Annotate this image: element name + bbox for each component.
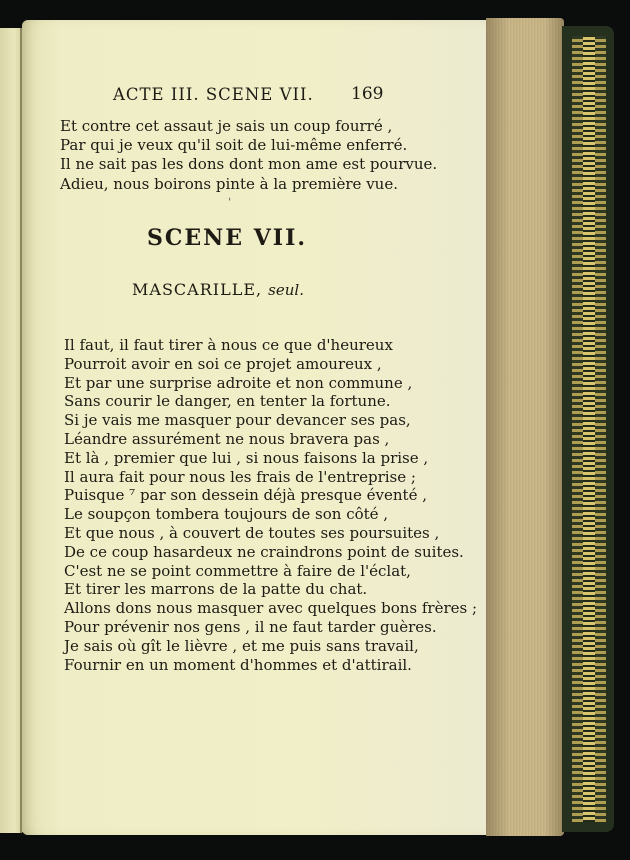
- verse-line: Et là , premier que lui , si nous faisons la prise ,: [64, 448, 429, 467]
- verse-line: Allons dons nous masquer avec quelques bons frères ;: [64, 599, 478, 618]
- verse-line: Par qui je veux qu'il soit de lui-même enferré.: [60, 136, 408, 155]
- page-edges-shade: [486, 18, 564, 836]
- gilt-border: [583, 36, 595, 822]
- verse-line: Et tirer les marrons de la patte du chat.: [64, 580, 368, 599]
- verse-line: Et contre cet assaut je sais un coup fourré ,: [60, 117, 393, 135]
- verse-line: Je sais où gît le lièvre , et me puis sans travail,: [64, 636, 419, 655]
- running-head: ACTE III. SCENE VII.: [113, 85, 314, 104]
- verse-line: Léandre assurément ne nous bravera pas ,: [64, 430, 390, 448]
- verse-line: Pourroit avoir en soi ce projet amoureux ,: [64, 354, 382, 373]
- verse-line: Pour prévenir nos gens , il ne faut tarder guères.: [64, 618, 437, 636]
- verse-line: Il aura fait pour nous les frais de l'entreprise ;: [64, 467, 416, 486]
- verse-line: Il ne sait pas les dons dont mon ame est pourvue.: [60, 155, 438, 174]
- verse-line: Si je vais me masquer pour devancer ses pas,: [64, 411, 411, 430]
- verse-line: Il faut, il faut tirer à nous ce que d'heureux: [64, 336, 393, 354]
- verse-line: C'est ne se point commettre à faire de l'éclat,: [64, 561, 411, 580]
- speaker-note: seul.: [268, 281, 304, 299]
- verse-line: Fournir en un moment d'hommes et d'attirail.: [64, 655, 412, 674]
- verse-line: Et par une surprise adroite et non commune ,: [64, 373, 413, 392]
- verse-line: Adieu, nous boirons pinte à la première vue.: [60, 174, 398, 193]
- speaker-name: MASCARILLE,: [132, 280, 263, 299]
- verse-line: Le soupçon tombera toujours de son côté ,: [64, 505, 389, 524]
- scene-title: SCENE VII.: [147, 225, 308, 251]
- verse-line: Et que nous , à couvert de toutes ses poursuites ,: [64, 524, 440, 542]
- verse-line: Sans courir le danger, en tenter la fortune.: [64, 392, 391, 411]
- page-number: 169: [351, 84, 384, 104]
- verse-line: De ce coup hasardeux ne craindrons point de suites.: [64, 542, 464, 561]
- verse-line: Puisque ⁷ par son dessein déjà presque éventé ,: [64, 486, 427, 505]
- gutter: [20, 28, 22, 833]
- speaker-heading: [132, 280, 304, 299]
- section-tick: ˈ: [228, 196, 232, 210]
